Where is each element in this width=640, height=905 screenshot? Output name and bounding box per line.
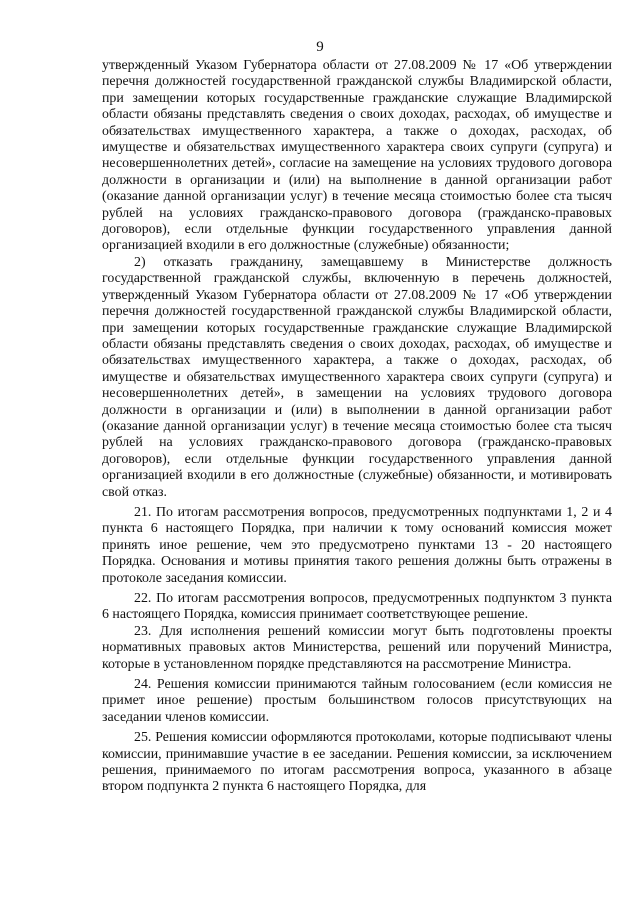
paragraph-subitem-2: 2) отказать гражданину, замещавшему в Министерстве должность государственной гражданской службы, включенную в перечень должностей, утвержденный Указом Губернатора области от 27.08.2009 № 17 «Об утверждении перечня должностей государственной гражданской службы Владимирской области, при замещении которых государственные гражданские служащие Владимирской области обязаны представлять сведения о своих доходах, расходах, об имуществе и обязательствах имущественного характера, а также о доходах, расходах, об имуществе и обязательствах имущественного характера своих супруги (супруга) и несовершеннолетних детей», в замещении на условиях трудового договора должности в организации и (или) в выполнении в данной организации работ (оказание данной организации услуг) в течение месяца стоимостью более ста тысяч рублей на условиях гражданско-правового договора (гражданско-правовых договоров), если отдельные функции государственного управления данной организацией входили в его должностные (служебные) обязанности, и мотивировать свой отказ.	[102, 254, 612, 500]
page-number: 9	[316, 39, 324, 55]
paragraph-item-21: 21. По итогам рассмотрения вопросов, предусмотренных подпунктами 1, 2 и 4 пункта 6 настоящего Порядка, при наличии к тому оснований комиссия может принять иное решение, чем это предусмотрено пунктами 13 - 20 настоящего Порядка. Основания и мотивы принятия такого решения должны быть отражены в протоколе заседания комиссии.	[102, 504, 612, 586]
paragraph-continuation: утвержденный Указом Губернатора области от 27.08.2009 № 17 «Об утверждении перечня должностей государственной гражданской службы Владимирской области, при замещении которых государственные гражданские служащие Владимирской области обязаны представлять сведения о своих доходах, расходах, об имуществе и обязательствах имущественного характера, а также о доходах, расходах, об имуществе и обязательствах имущественного характера своих супруги (супруга) и несовершеннолетних детей», согласие на замещение на условиях трудового договора должности в организации и (или) на выполнение в данной организации работ (оказание данной организации услуг) в течение месяца стоимостью более ста тысяч рублей на условиях гражданско-правового договора (гражданско-правовых договоров), если отдельные функции государственного управления данной организацией входили в его должностные (служебные) обязанности;	[102, 58, 612, 254]
document-body	[102, 58, 612, 796]
paragraph-item-22: 22. По итогам рассмотрения вопросов, предусмотренных подпунктом 3 пункта 6 настоящего Порядка, комиссия принимает соответствующее решение.	[102, 591, 612, 623]
paragraph-item-25: 25. Решения комиссии оформляются протоколами, которые подписывают члены комиссии, принимавшие участие в ее заседании. Решения комиссии, за исключением решения, принимаемого по итогам рассмотрения вопроса, указанного в абзаце втором подпункта 2 пункта 6 настоящего Порядка, для	[102, 730, 612, 795]
paragraph-item-24: 24. Решения комиссии принимаются тайным голосованием (если комиссия не примет иное решение) простым большинством голосов присутствующих на заседании членов комиссии.	[102, 677, 612, 725]
paragraph-item-23: 23. Для исполнения решений комиссии могут быть подготовлены проекты нормативных правовых актов Министерства, решений или поручений Министра, которые в установленном порядке представляются на рассмотрение Министра.	[102, 623, 612, 672]
